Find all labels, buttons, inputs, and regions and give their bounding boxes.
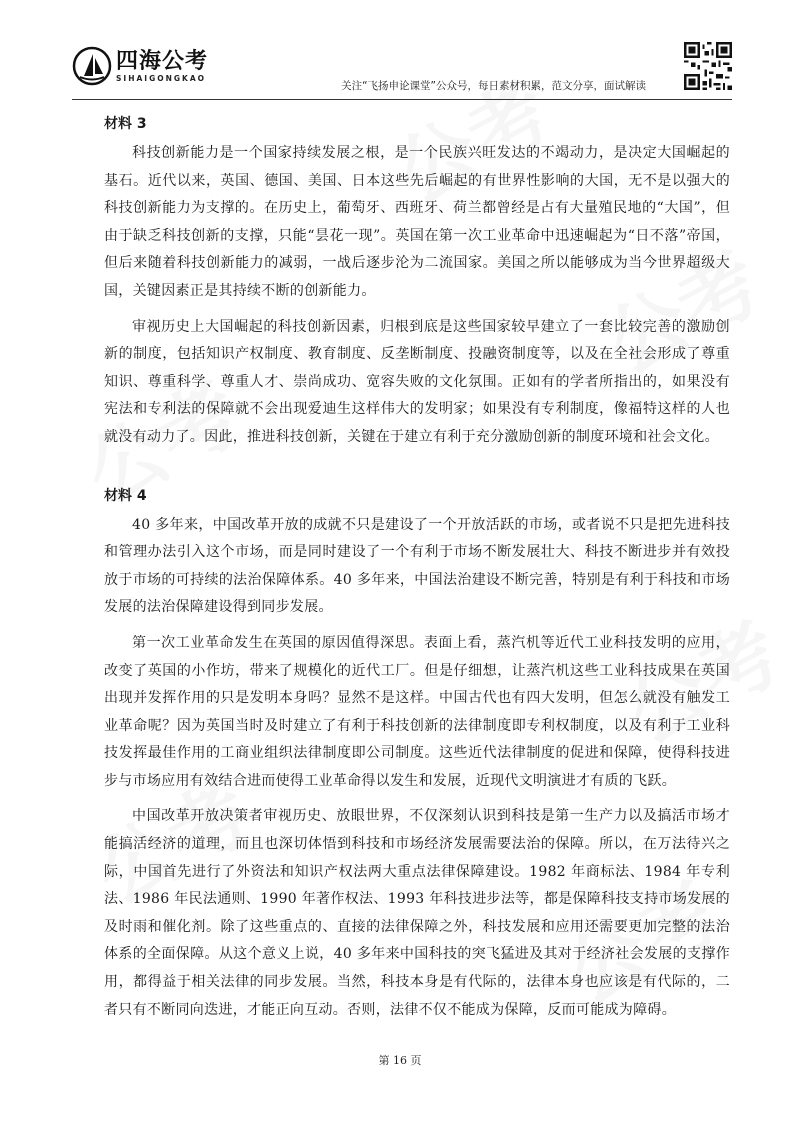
header-divider xyxy=(72,99,732,100)
material-3-section xyxy=(104,112,730,452)
section-gap xyxy=(104,460,730,484)
paragraph: 科技创新能力是一个国家持续发展之根，是一个民族兴旺发达的不竭动力，是决定大国崛起的基石。近代以来，英国、德国、美国、日本这些先后崛起的有世界性影响的大国，无不是以强大的科技创新能力为支撑的。在历史上，葡萄牙、西班牙、荷兰都曾经是占有大量殖民地的“大国”，但由于缺乏科技创新的支撑，只能“昙花一现”。英国在第一次工业革命中迅速崛起为“日不落”帝国，但后来随着科技创新能力的减弱，一战后逐步沦为二流国家。美国之所以能够成为当今世界超级大国，关键因素正是其持续不断的创新能力。 xyxy=(104,145,730,299)
section-title: 材料 3 xyxy=(104,116,147,132)
brand-logo xyxy=(72,46,208,86)
logo-chinese-name: 四海公考 xyxy=(116,48,209,74)
paragraph: 40 多年来，中国改革开放的成就不只是建设了一个开放活跃的市场，或者说不只是把先进科技和管理办法引入这个市场，而是同时建设了一个有利于市场不断发展壮大、科技不断进步并有效投放于市场的可持续的法治保障体系。40 多年来，中国法治建设不断完善，特别是有利于科技和市场发展的法治保障建设得到同步发展。 xyxy=(104,516,730,616)
paragraph: 中国改革开放决策者审视历史、放眼世界，不仅深刻认识到科技是第一生产力以及搞活市场才能搞活经济的道理，而且也深切体悟到科技和市场经济发展需要法治的保障。所以，在万法待兴之际，中国首先进行了外资法和知识产权法两大重点法律保障建设。1982 年商标法、1984 年专利法、1986 年民法通则、1990 年著作权法、1993 年科技进步法等，都是保障科技支持市场发展的及时雨和催化剂。除了这些重点的、直接的法律保障之外，科技发展和应用还需要更加完整的法治体系的全面保障。从这个意义上说，40 多年来中国科技的突飞猛进及其对于经济社会发展的支撑作用，都得益于相关法律的同步发展。当然，科技本身是有代际的，法律本身也应该是有代际的，二者只有不断同向迭进，才能正向互动。否则，法律不仅不能成为保障，反而可能成为障碍。 xyxy=(104,808,730,1018)
page-number: 第 16 页 xyxy=(378,1054,422,1067)
qr-code-icon xyxy=(684,42,732,90)
logo-english-name: SIHAIGONGKAO xyxy=(116,73,207,83)
sailboat-logo-icon xyxy=(72,46,112,86)
section-title: 材料 4 xyxy=(104,487,147,504)
header-tagline: 关注“飞扬申论课堂”公众号，每日素材积累，范文分享，面试解读 xyxy=(341,80,646,92)
material-4-section xyxy=(104,484,730,1025)
paragraph: 第一次工业革命发生在英国的原因值得深思。表面上看，蒸汽机等近代工业科技发明的应用，改变了英国的小作坊，带来了规模化的近代工厂。但是仔细想，让蒸汽机这些工业科技成果在英国出现并发挥作用的只是发明本身吗？显然不是这样。中国古代也有四大发明，但怎么就没有触发工业革命呢？因为英国当时及时建立了有利于科技创新的法律制度即专利权制度，以及有利于工业科技发挥最佳作用的工商业组织法律制度即公司制度。这些近代法律制度的促进和保障，使得科技进步与市场应用有效结合进而使得工业革命得以发生和发展，近现代文明演进才有质的飞跃。 xyxy=(104,634,730,789)
page-header xyxy=(72,36,732,102)
document-body xyxy=(104,112,730,1032)
paragraph: 审视历史上大国崛起的科技创新因素，归根到底是这些国家较早建立了一套比较完善的激励创新的制度，包括知识产权制度、教育制度、反垄断制度、投融资制度等，以及在全社会形成了尊重知识、尊重科学、尊重人才、崇尚成功、宽容失败的文化氛围。正如有的学者所指出的，如果没有宪法和专利法的保障就不会出现爱迪生这样伟大的发明家；如果没有专利制度，像福特这样的人也就没有动力了。因此，推进科技创新，关键在于建立有利于充分激励创新的制度环境和社会文化。 xyxy=(104,318,730,445)
